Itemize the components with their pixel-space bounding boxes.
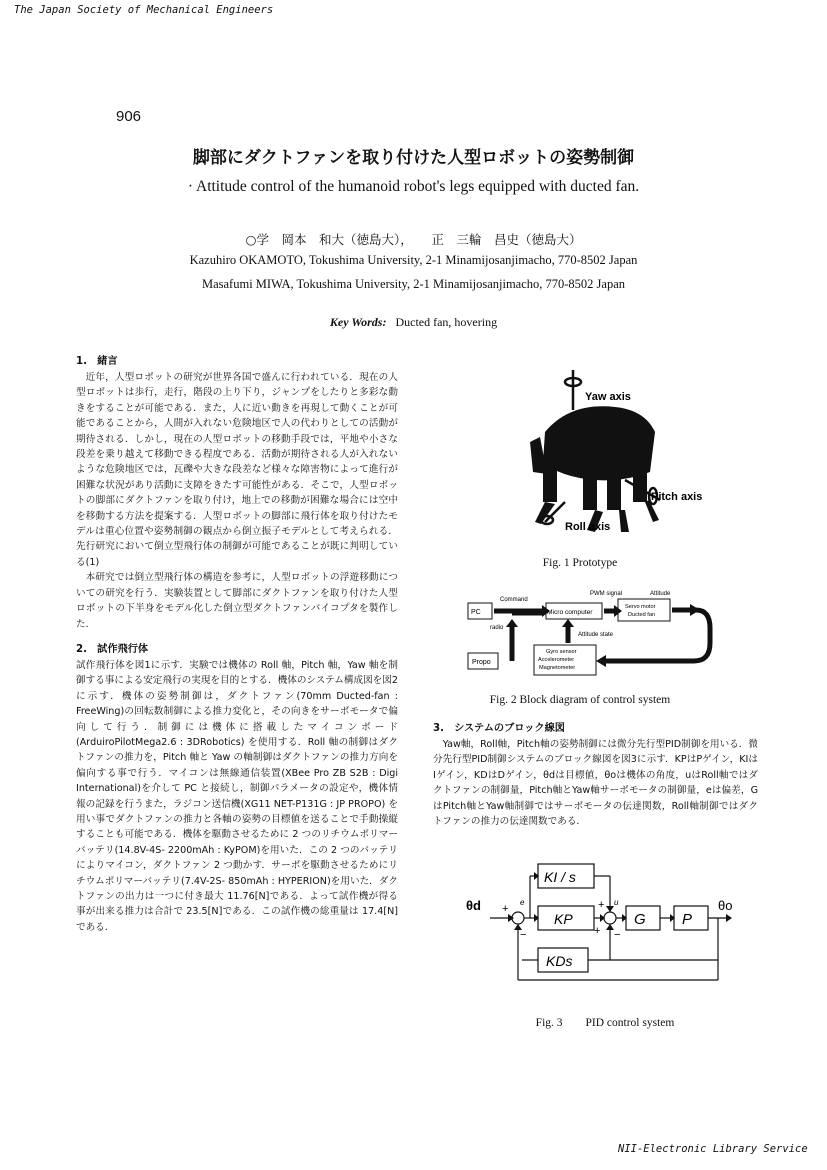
affiliation-1: Kazuhiro OKAMOTO, Tokushima University, 2-1 Minamijosanjimacho, 770-8502 Japan (189, 253, 638, 267)
pc-label: PC (471, 609, 481, 616)
left-column (76, 354, 398, 935)
library-footer: NII-Electronic Library Service (618, 1143, 808, 1155)
pitch-axis-label: Pitch axis (651, 491, 703, 503)
affiliation-2: Masafumi MIWA, Tokushima University, 2-1 Minamijosanjimacho, 770-8502 Japan (201, 277, 626, 291)
servo-motor-label: Servo motor (625, 604, 656, 610)
sum1-plus-sign: + (502, 903, 509, 915)
p-label: P (682, 911, 693, 928)
ducted-fan-label: Ducted fan (628, 612, 656, 618)
sum2-plus-left-sign: + (594, 925, 601, 937)
ki-label: KI / s (544, 869, 576, 885)
kp-label: KP (554, 911, 573, 927)
section-1-heading: 1. 緒言 (76, 356, 118, 367)
sum1-minus-sign: − (520, 929, 527, 941)
accelerometer-label: Accelerometer (538, 657, 575, 663)
keywords (0, 315, 827, 330)
sum2-minus-sign: − (614, 929, 621, 941)
section-1-paragraph-2: 本研究では倒立型飛行体の構造を参考に，人型ロボットの浮遊移動についての研究を行う．実験装置として脚部にダクトファンを取り付けた人型ロボットの下半身をモデル化した倒立型ダクトファンバイコプタを製作した． (76, 572, 398, 630)
section-3-paragraph-1: Yaw軸，Roll軸，Pitch軸の姿勢制御には微分先行型PID制御を用いる．微分先行型PID制御システムのブロック線図を図3に示す．KPはPゲイン，KIはIゲイン，KDはDゲイン，θdは目標値，θoは機体の角度，uはRoll軸ではダクトファンの制御量，Pitch軸とYaw軸サーボモータの制御量，eは偏差，GはPitch軸とYaw軸制御ではサーボモータの伝達関数，Roll軸制御ではダクトファンの推力の伝達関数である． (433, 739, 758, 828)
keywords-value: Ducted fan, hovering (395, 315, 498, 329)
g-label: G (634, 911, 646, 928)
propo-label: Propo (472, 659, 491, 666)
right-column-section-3 (433, 721, 758, 829)
figure-1-caption: Fig. 1 Prototype (542, 557, 618, 569)
gyro-sensor-label: Gyro sensor (546, 649, 577, 655)
section-1-paragraph-1: 近年，人型ロボットの研究が世界各国で盛んに行われている．現在の人型ロボットは歩行，走行，階段の上り下り，ジャンプをしたりと多彩な動きをすることが可能である．また，人に近い動きを再現して動くことが可能であることから，人間が入れない危険地区で人の代わりとしての活動が期待される．しかし，現在の人型ロボットの移動手段では，平地や小さな段差を乗り越えて移動できる程度である．活動が期待される人が入れないような危険地区では，瓦礫や大きな段差など様々な障害物によって進行が困難な状況があり活動に支障をきたす可能性がある．そこで，人型ロボットの脚部にダクトファンを取り付け，地上での移動が困難な場合には空中を移動する方法を提案する．人型ロボットの脚部に飛行体を取り付けたモデルは重心位置や姿勢制御の観点から倒立振子モデルとして考えられる．先行研究において倒立型飛行体の制御が可能であることが既に判明している(1) (76, 372, 398, 568)
figure-3-caption: Fig. 3 PID control system (535, 1017, 675, 1029)
attitude-state-label: Attitude state (578, 632, 614, 638)
yaw-axis-label: Yaw axis (585, 391, 631, 403)
error-label: e (520, 898, 525, 907)
theta-d-label: θd (466, 898, 481, 913)
section-2-heading: 2. 試作飛行体 (76, 643, 149, 655)
sum2-plus-top-sign: + (598, 899, 605, 911)
keywords-label: Key Words: (329, 315, 387, 329)
magnetometer-label: Magnetometer (539, 665, 576, 671)
section-2-paragraph-1: 試作飛行体を図1に示す．実験では機体の Roll 軸，Pitch 軸，Yaw 軸を制御する事による安定飛行の実現を目的とする．機体のシステム構成図を図2に示す．機体の姿勢制御は，ダクトファン(70mm Ducted-fan : FreeWing)の回転数制御による推力変化と，その向きをサーボモータで偏向して行う．制御には機体に搭載したマイコンボード(ArduiroPilotMega2.6 : 3DRobotics) を使用する．Roll 軸の制御はダクトファンの推力を，Pitch 軸と Yaw の軸制御はダクトファンの推力方向を偏向する事で行う．マイコンは無線通信装置(XBee Pro ZB S2B : Digi International)を介して PC と接続し，制御パラメータの設定や，機体情報の記録を行うまた，ラジコン送信機(XG11 NET-P131G : JP PROPO) を用い事でダクトファンの推力と各軸の姿勢の目標値を送ることで手動操縦することも可能である．機体を駆動させるために 2 つのリチウムポリマーバッテリ(14.8V-4S- 2200mAh : KyPOM)を用いた．この 2 つのバッテリによりマイコン，ダクトファン 2 つ動かす．サーボを駆動させるためにリチウムポリマーバッテリ(7.4V-2S- 850mAh : HYPERION)を用いた．ダクトファンの出力は一つに付き最大 11.76[N]である．よって試作機が得る事が出来る推力は合計で 23.5[N]である．この試作機の総重量は 17.4[N]である． (76, 659, 398, 933)
section-3-heading: 3. システムのブロック線図 (433, 723, 565, 734)
figure-2-block-diagram (464, 583, 734, 683)
radio-label: radio (490, 625, 504, 631)
micro-computer-label: Micro computer (547, 609, 593, 616)
theta-o-label: θo (718, 898, 733, 913)
pwm-signal-label: PWM signal (590, 591, 623, 597)
title-english-text: Attitude control of the humanoid robot's legs equipped with ducted fan. (196, 178, 640, 195)
figure-1-prototype-image (525, 362, 715, 547)
command-label: Command (500, 597, 528, 603)
roll-axis-label: Roll axis (565, 521, 611, 533)
attitude-label: Attitude (650, 591, 671, 597)
title-japanese: 脚部にダクトファンを取り付けた人型ロボットの姿勢制御 (192, 148, 635, 168)
title-english: · Attitude control of the humanoid robot's legs equipped with ducted fan. (187, 178, 640, 195)
control-u-label: u (614, 898, 619, 907)
figure-3-pid-diagram (462, 858, 752, 988)
figure-2-caption: Fig. 2 Block diagram of control system (489, 694, 671, 706)
journal-header: The Japan Society of Mechanical Engineers (14, 4, 274, 16)
kd-label: KDs (546, 953, 573, 969)
page-number: 906 (116, 108, 142, 125)
authors: ○学 岡本 和大（徳島大）， 正 三輪 昌史（徳島大） (245, 232, 582, 247)
